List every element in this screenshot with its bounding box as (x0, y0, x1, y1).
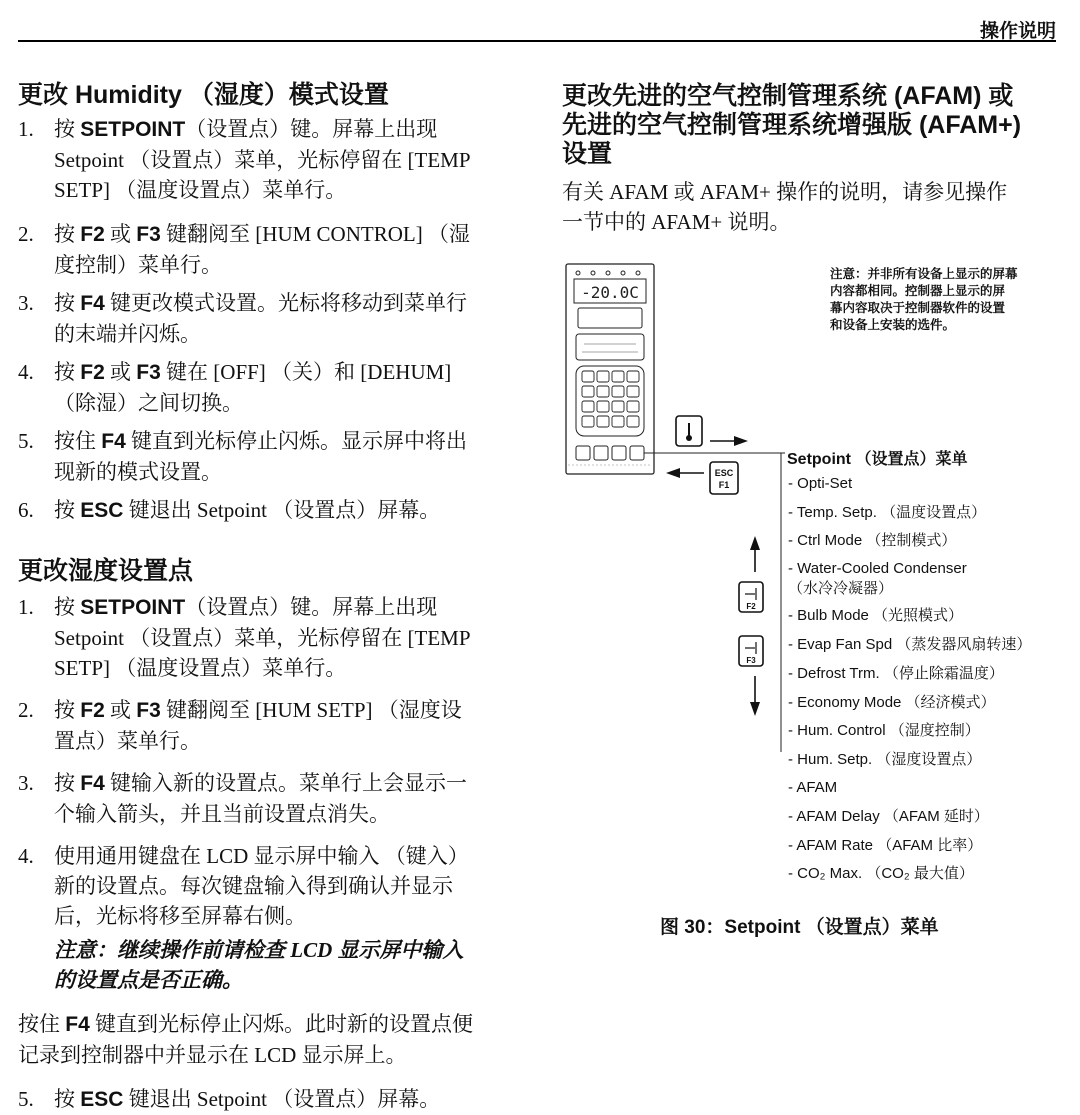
afam-title: 更改先进的空气控制管理系统 (AFAM) 或 先进的空气控制管理系统增强版 (AFAM+) 设置 (562, 82, 1022, 168)
humidity-setpoint-steps (18, 592, 518, 931)
list-item: - Hum. Control （湿度控制） (788, 722, 980, 739)
svg-text:F1: F1 (718, 480, 730, 490)
list-item: （水冷冷凝器） (788, 580, 894, 597)
humidity-setpoint-final-step (18, 1084, 518, 1115)
list-item: 3. 按 F4 键输入新的设置点。菜单行上会显示一 个输入箭头，并且当前设置点消失。 (18, 771, 468, 826)
list-item: - Water-Cooled Condenser (788, 560, 967, 577)
setpoint-diagram (560, 260, 820, 780)
right-arrow-icon (710, 436, 748, 446)
setpoint-key-icon (676, 416, 702, 446)
esc-f1-key-icon (710, 462, 738, 494)
keypad-keys (582, 371, 639, 427)
list-item: 1. 按 SETPOINT（设置点）键。屏幕上出现 Setpoint （设置点）菜单，光标停留在 [TEMP SETP] （温度设置点）菜单行。 (18, 117, 471, 202)
svg-text:F3: F3 (746, 656, 756, 665)
humidity-mode-steps (18, 114, 518, 526)
blank-panel (578, 308, 642, 328)
section-title-humidity-setpoint: 更改湿度设置点 (18, 557, 194, 585)
paragraph-hold-f4: 按住 F4 键直到光标停止闪烁。此时新的设置点便 记录到控制器中并显示在 LCD 显示屏上。 (18, 1012, 474, 1067)
lcd-screen (576, 334, 644, 360)
list-item: - Hum. Setp. （湿度设置点） (788, 751, 982, 768)
note-check-lcd: 注意：继续操作前请检查 LCD 显示屏中输入 的设置点是否正确。 (54, 938, 464, 992)
page-header: 操作说明 (979, 21, 1056, 42)
indicator-leds (576, 271, 640, 275)
list-item: - Opti-Set (788, 475, 853, 492)
list-item: - Ctrl Mode （控制模式） (788, 532, 957, 549)
up-arrow-icon (750, 536, 760, 572)
f3-key-icon (739, 636, 763, 666)
left-arrow-icon (666, 468, 704, 478)
figure-note: 注意：并非所有设备上显示的屏幕 内容都相同。控制器上显示的屏 幕内容取决于控制器软件的设置 和设备上安装的选件。 (830, 267, 1018, 332)
left-column (18, 80, 518, 1115)
display-value: -20.0C (581, 283, 639, 302)
f2-key-icon (739, 582, 763, 612)
list-item: 2. 按 F2 或 F3 键翻阅至 [HUM CONTROL] （湿 度控制）菜单行。 (18, 222, 470, 277)
list-item: 1. 按 SETPOINT（设置点）键。屏幕上出现 Setpoint （设置点）菜单，光标停留在 [TEMP SETP] （温度设置点）菜单行。 (18, 595, 471, 680)
list-item: 4. 使用通用键盘在 LCD 显示屏中输入 （键入） 新的设置点。每次键盘输入得到确认并显示 后，光标将移至屏幕右侧。 (18, 844, 469, 928)
list-item: 2. 按 F2 或 F3 键翻阅至 [HUM SETP] （湿度设 置点）菜单行。 (18, 698, 462, 753)
afam-intro: 有关 AFAM 或 AFAM+ 操作的说明，请参见操作 一节中的 AFAM+ 说明。 (562, 180, 1008, 234)
list-item: - Temp. Setp. （温度设置点） (788, 504, 987, 521)
list-item: 5. 按住 F4 键直到光标停止闪烁。显示屏中将出 现新的模式设置。 (18, 429, 468, 484)
list-item: - AFAM Delay （AFAM 延时） (788, 808, 989, 825)
figure-caption: 图 30：Setpoint （设置点）菜单 (660, 917, 939, 938)
list-item: 3. 按 F4 键更改模式设置。光标将移动到菜单行 的末端并闪烁。 (18, 291, 468, 346)
list-item: - AFAM Rate （AFAM 比率） (788, 837, 983, 854)
list-item: 5. 按 ESC 键退出 Setpoint （设置点）屏幕。 (18, 1087, 441, 1111)
list-item: - Evap Fan Spd （蒸发器风扇转速） (788, 636, 1032, 653)
down-arrow-icon (750, 676, 760, 716)
list-item: - Defrost Trm. （停止除霜温度） (788, 665, 1004, 682)
list-item: - Bulb Mode （光照模式） (788, 607, 964, 624)
header-rule (18, 40, 1056, 42)
list-item: - Economy Mode （经济模式） (788, 694, 996, 711)
menu-title: Setpoint （设置点）菜单 (787, 451, 968, 468)
list-item: 4. 按 F2 或 F3 键在 [OFF] （关）和 [DEHUM] （除湿）之间切换。 (18, 360, 452, 415)
list-item: - CO₂ Max. （CO₂ 最大值） (788, 865, 974, 882)
section-title-humidity-mode: 更改 Humidity （湿度）模式设置 (18, 81, 389, 109)
list-item: - AFAM (788, 779, 838, 796)
svg-text:ESC: ESC (714, 468, 734, 478)
function-keys (576, 446, 644, 460)
list-item: 6. 按 ESC 键退出 Setpoint （设置点）屏幕。 (18, 498, 441, 522)
svg-text:F2: F2 (746, 602, 756, 611)
